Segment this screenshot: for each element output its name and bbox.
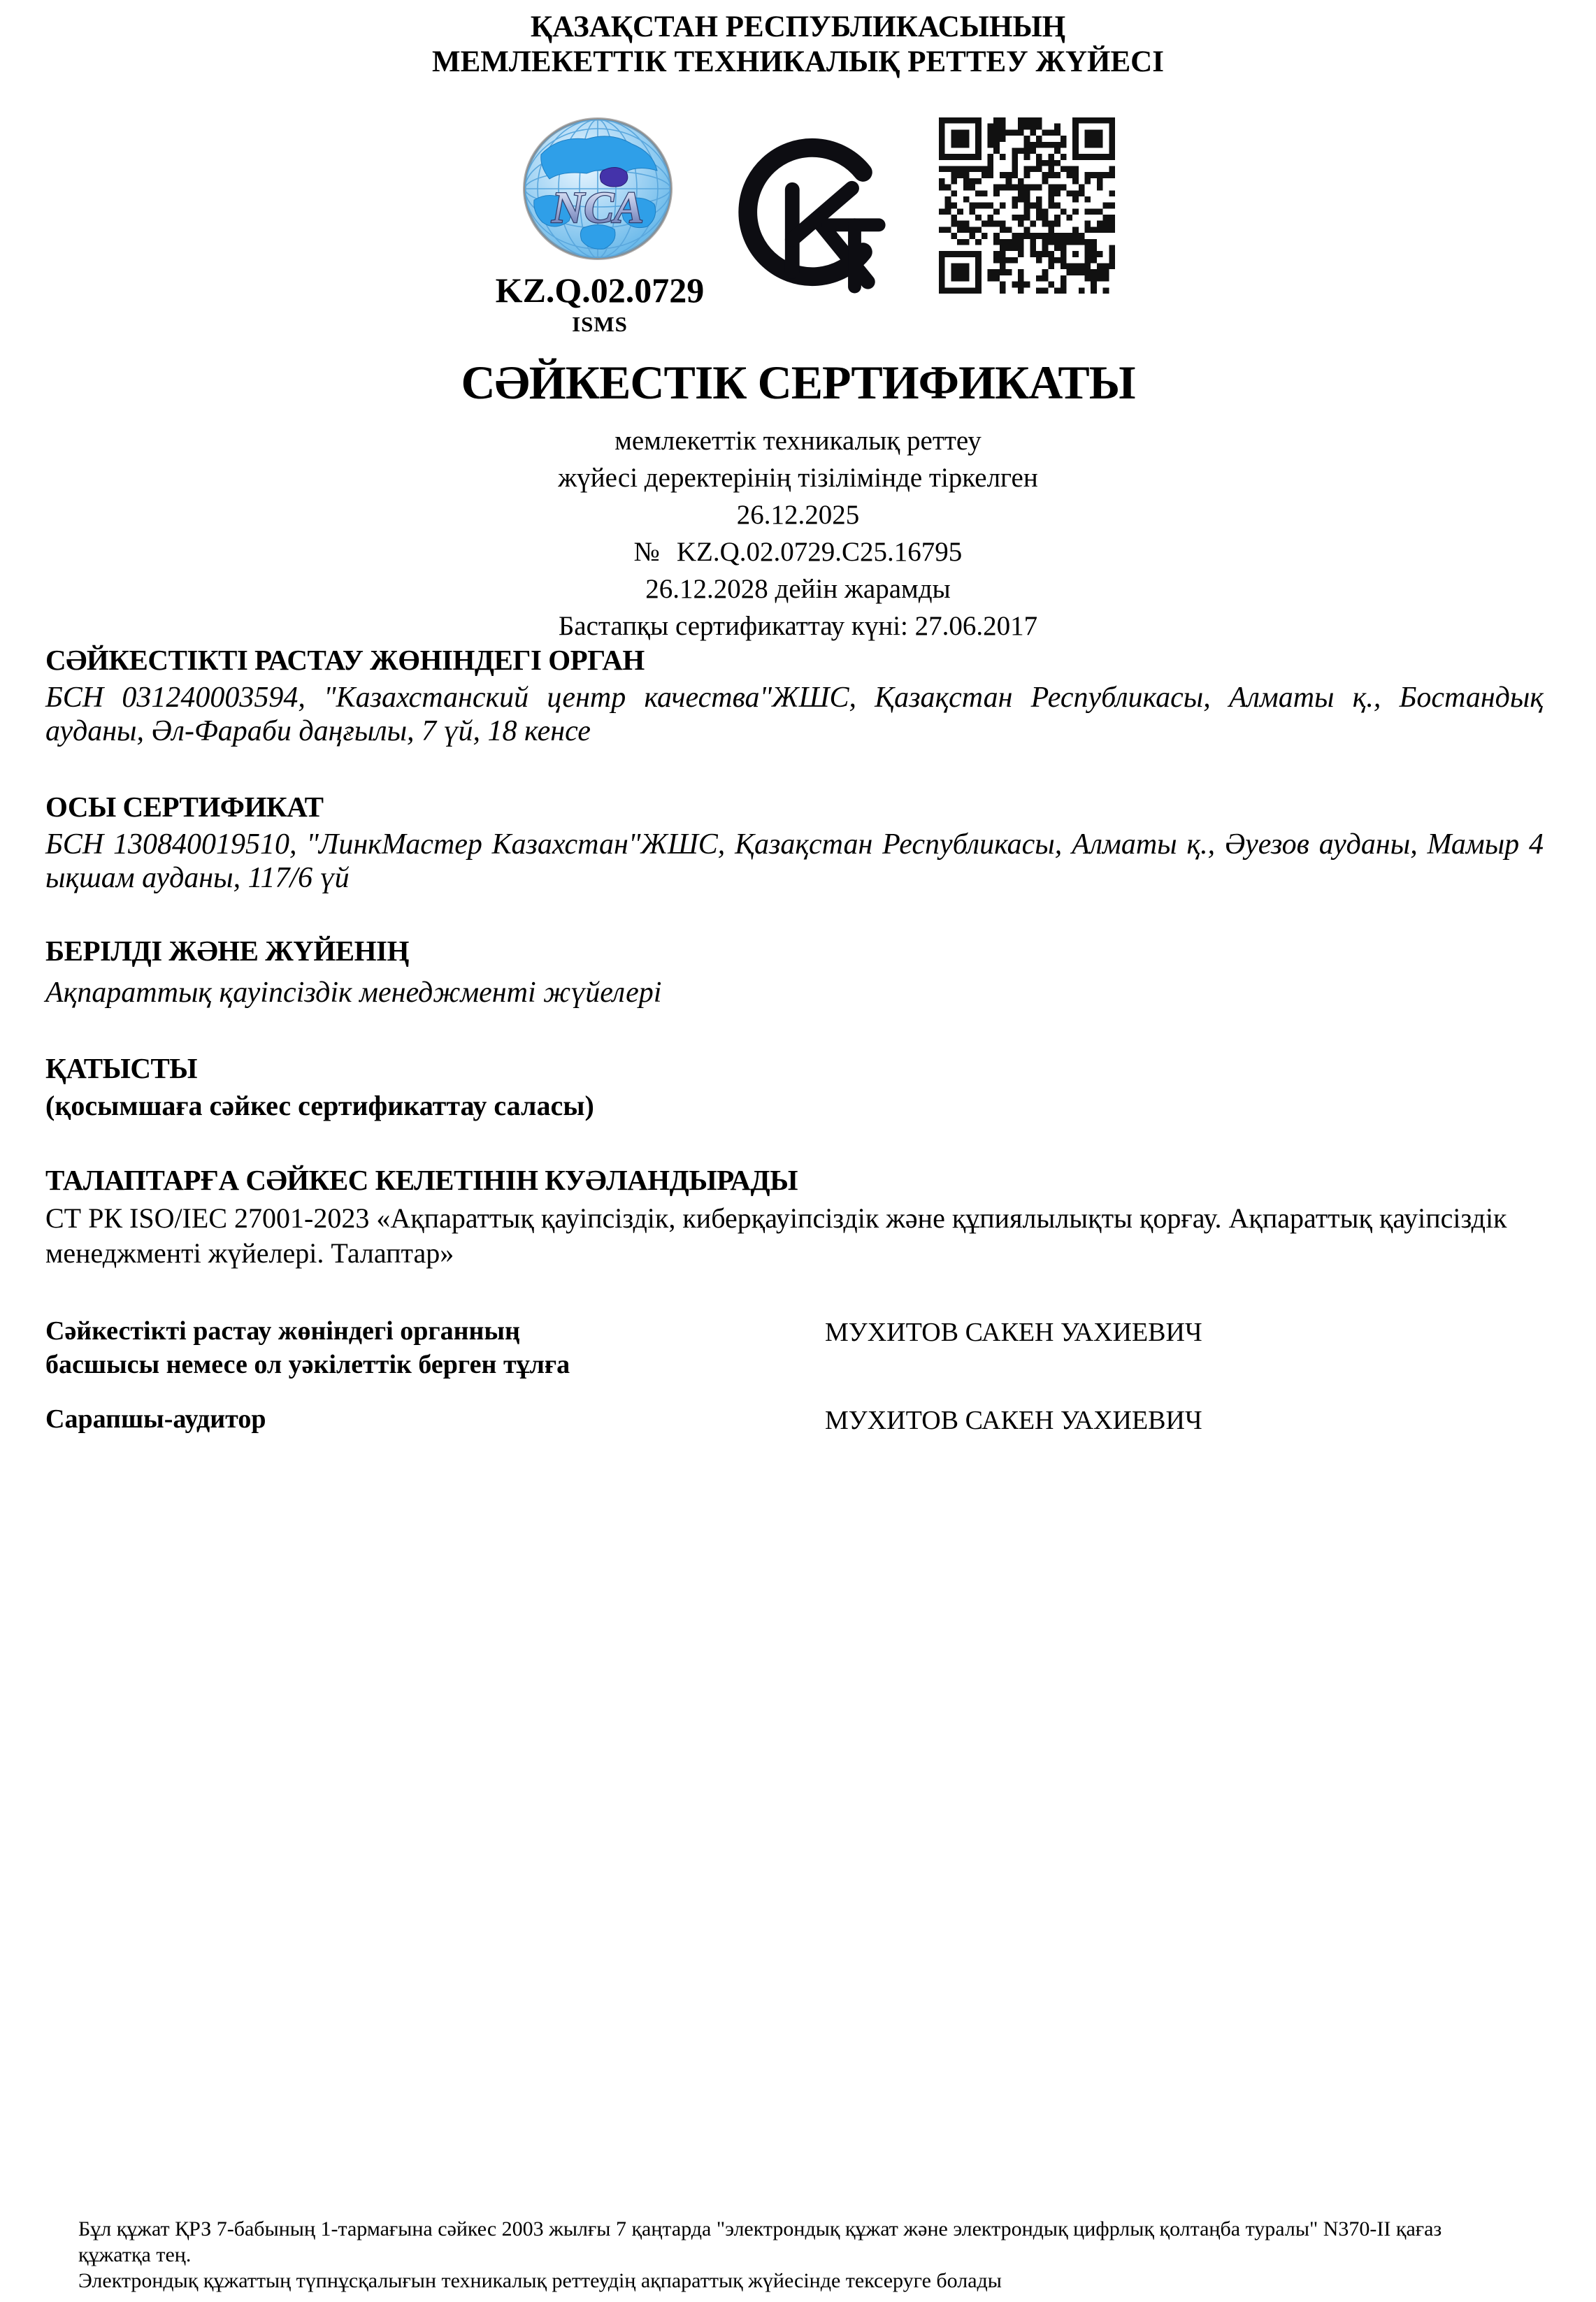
signature-role-expert-auditor: Сарапшы-аудитор [45,1404,266,1434]
header-line1: ҚАЗАҚСТАН РЕСПУБЛИКАСЫНЫҢ [530,10,1066,43]
footer-paragraph-1: Бұл құжат ҚРЗ 7-бабының 1-тармағына сәйкес 2003 жылғы 7 қаңтарда "электрондық құжат және электрондық цифрлық қолтаңба туралы" N370-II қағаз құжатқа тең. [78,2217,1442,2266]
footer-legal-note [78,2216,1469,2294]
header-line2: МЕМЛЕКЕТТІК ТЕХНИКАЛЫҚ РЕТТЕУ ЖҮЙЕСІ [432,45,1164,78]
section-heading-compliance: ТАЛАПТАРҒА СӘЙКЕС КЕЛЕТІНІН КУӘЛАНДЫРАДЫ [45,1164,798,1196]
qr-code [939,117,1115,294]
globe-icon [520,116,675,264]
section-heading-issued-for: БЕРІЛДІ ЖӘНЕ ЖҮЙЕНІҢ [45,935,409,967]
signature-name-head-of-body: МУХИТОВ САКЕН УАХИЕВИЧ [825,1318,1202,1347]
issued-for-details: Ақпараттық қауіпсіздік менеджменті жүйелері [45,977,662,1009]
certificate-holder-details: БСН 130840019510, "ЛинкМастер Казахстан"ЖШС, Қазақстан Республикасы, Алматы қ., Әуезов ауданы, Мамыр 4 ықшам ауданы, 117/6 үй [45,828,1544,894]
footer-paragraph-2: Электрондық құжаттың түпнұсқалығын техникалық реттеудің ақпараттық жүйесінде тексеруге болады [78,2269,1002,2292]
registration-block [0,422,1596,645]
certificate-number-line [0,533,1596,570]
nca-logo [520,116,675,264]
compliance-standard: СТ РК ISO/ІЕС 27001-2023 «Ақпараттық қауіпсіздік, киберқауіпсіздік және құпиялылықты қорғау. Ақпараттық қауіпсіздік менеджменті жүйелері. Талаптар» [45,1202,1507,1269]
certification-body-details: БСН 031240003594, "Казахстанский центр качества"ЖШС, Қазақстан Республикасы, Алматы қ., Бостандық ауданы, Әл-Фараби даңғылы, 7 үй, 18 кенсе [45,682,1544,747]
certificate-title: СӘЙКЕСТІК СЕРТИФИКАТЫ [461,356,1135,409]
signature-role-head-of-body: Сәйкестікті растау жөніндегі органның басшысы немесе ол уәкілеттік берген тұлға [45,1316,570,1379]
isms-scheme-label: ISMS [572,312,628,336]
qr-code-icon [939,117,1115,294]
signature-name-expert-auditor: МУХИТОВ САКЕН УАХИЕВИЧ [825,1406,1202,1435]
initial-certification-date: Бастапқы сертификаттау күні: 27.06.2017 [558,611,1038,641]
kt-conformity-mark [734,120,893,305]
kt-conformity-mark-icon [734,120,893,305]
scope-note: (қосымшаға сәйкес сертификаттау саласы) [45,1090,594,1121]
registration-date: 26.12.2025 [736,500,860,530]
number-sign: № [633,537,660,567]
section-heading-certification-body: СӘЙКЕСТІКТІ РАСТАУ ЖӨНІНДЕГІ ОРГАН [45,644,645,676]
registered-line1: мемлекеттік техникалық реттеу [614,426,982,456]
registered-line2: жүйесі деректерінің тізілімінде тіркелген [558,463,1038,493]
section-heading-certificate-holder: ОСЫ СЕРТИФИКАТ [45,791,324,823]
nca-logo-letters: NCA [552,182,644,232]
valid-until: 26.12.2028 дейін жарамды [645,574,951,604]
document-header [0,10,1596,80]
accreditation-code: KZ.Q.02.0729 [495,271,705,310]
certificate-number: KZ.Q.02.0729.C25.16795 [676,537,963,567]
section-heading-scope: ҚАТЫСТЫ [45,1052,198,1084]
